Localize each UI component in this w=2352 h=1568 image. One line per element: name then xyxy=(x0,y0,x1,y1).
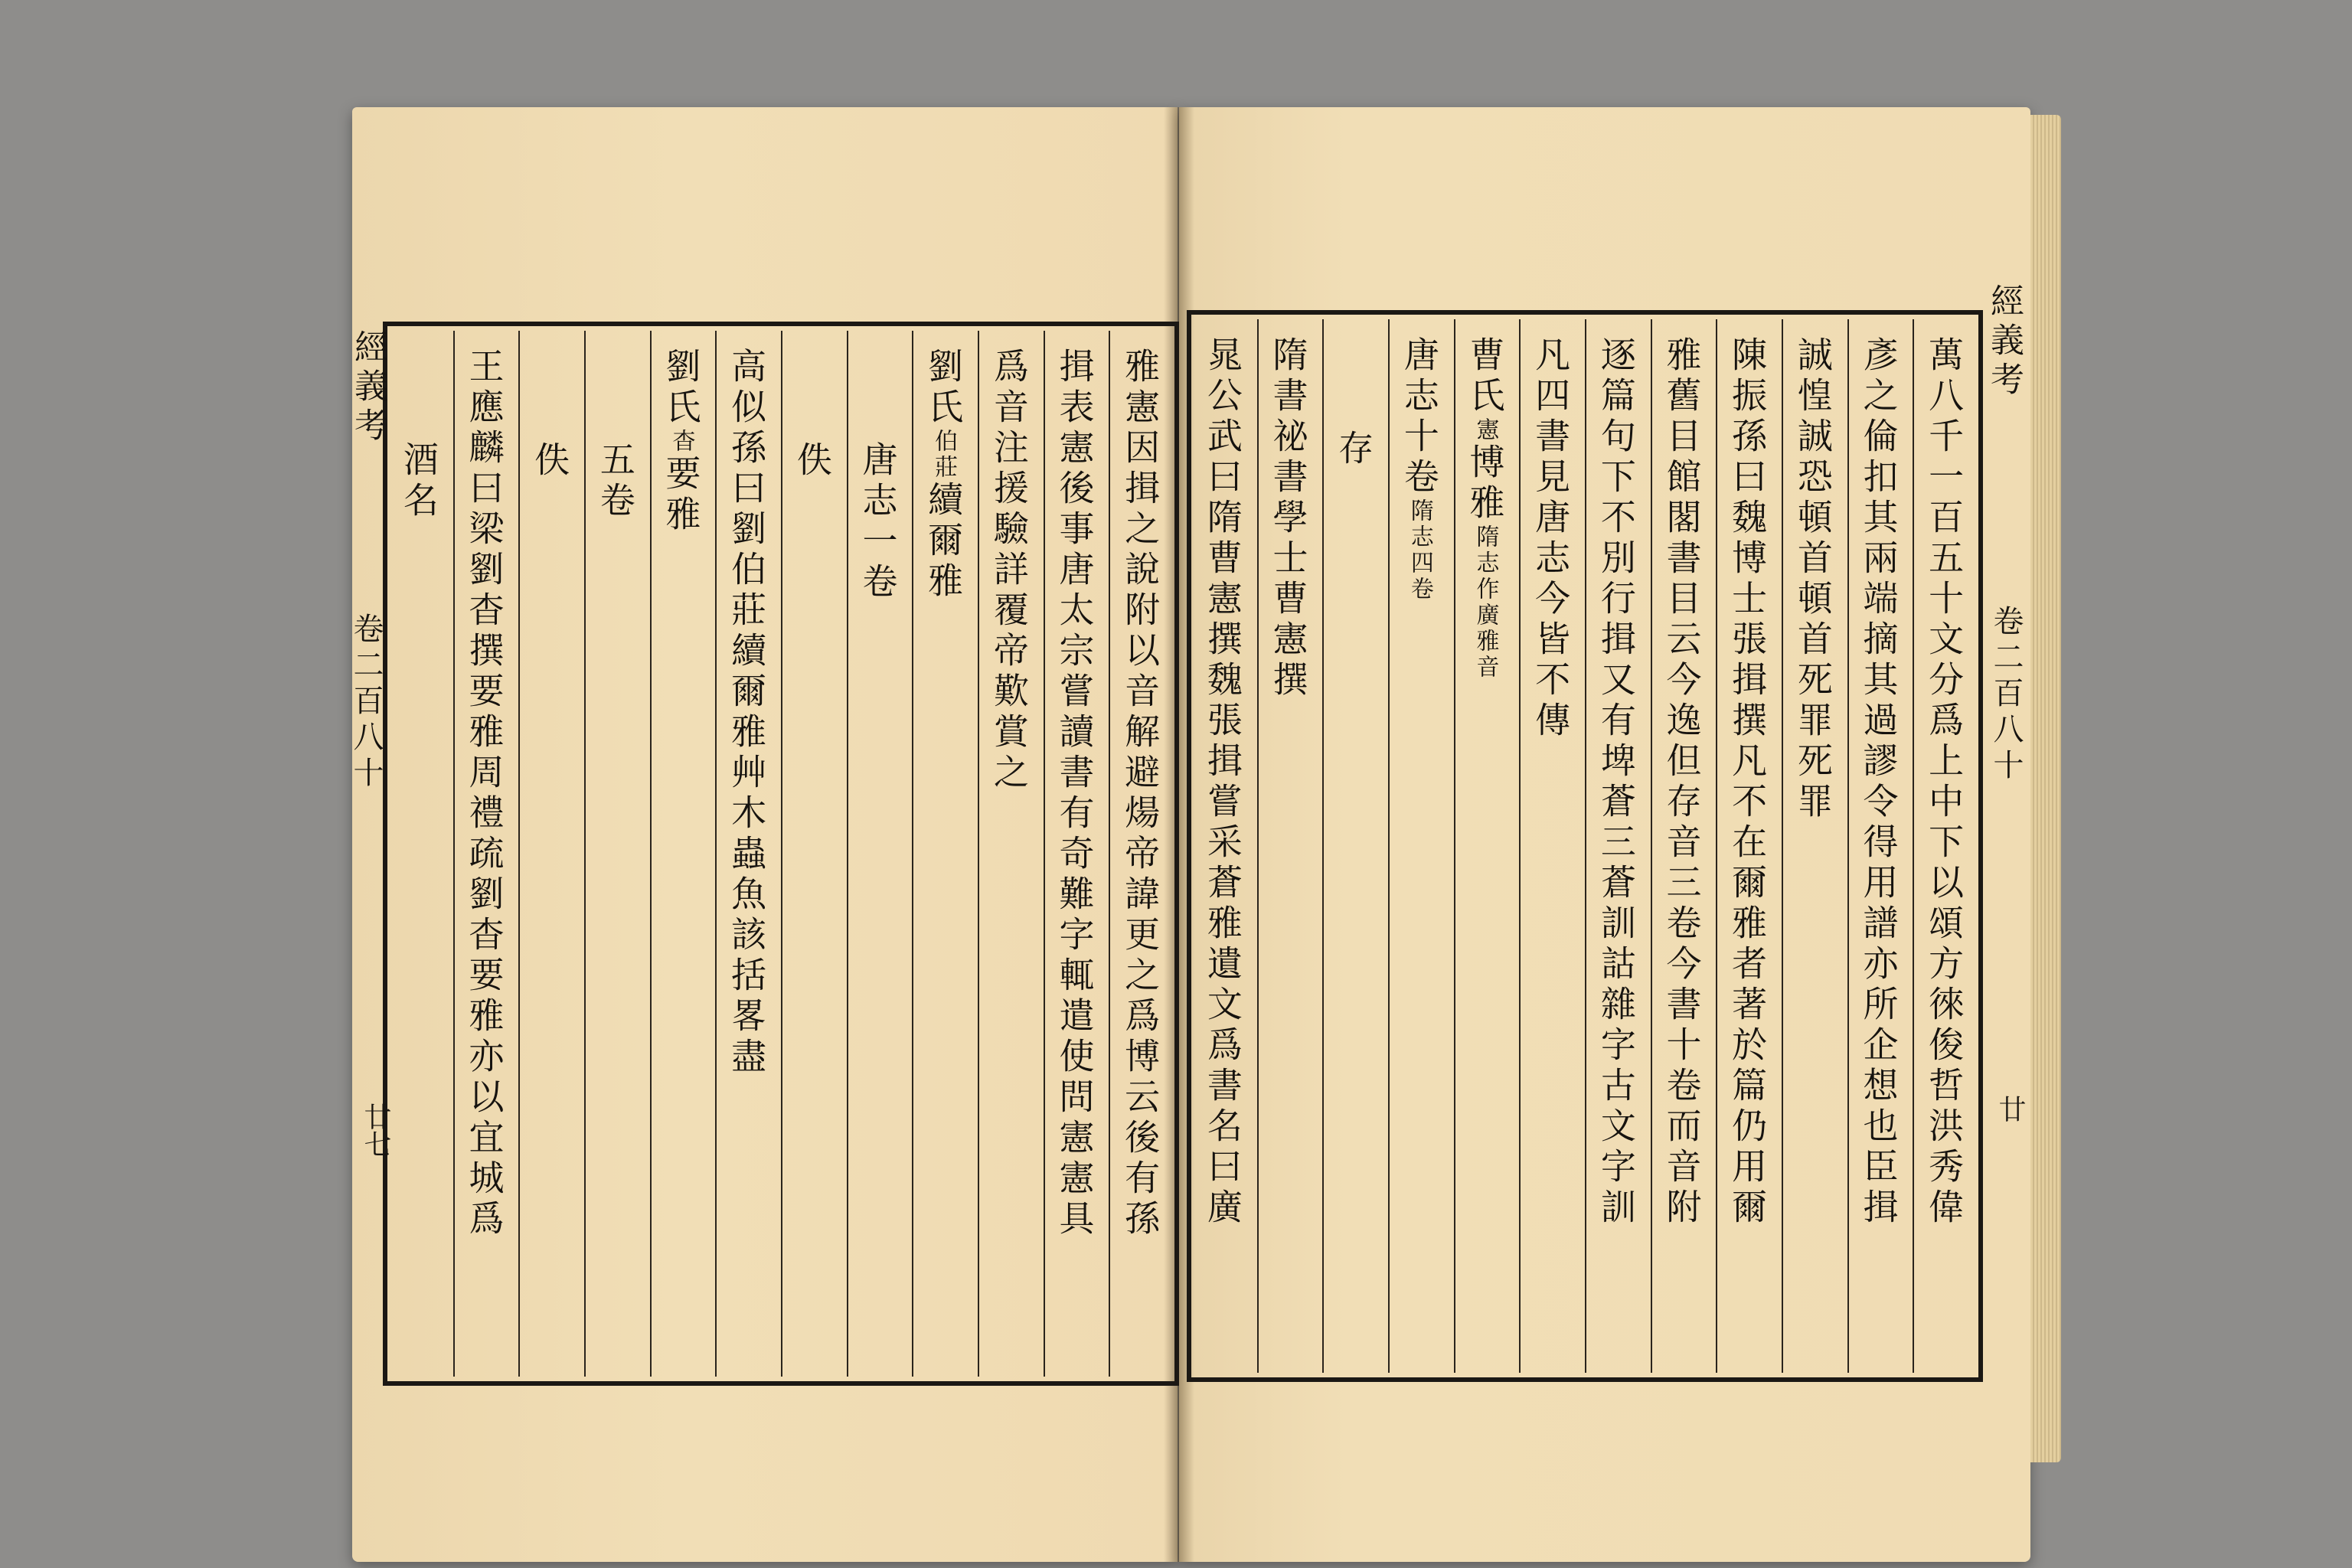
main-text: 揖表憲後事唐太宗嘗讀書有奇難字輒遣使問憲憲具 xyxy=(1054,348,1096,1240)
left-margin-title: 經義考 xyxy=(348,329,387,446)
text-column xyxy=(463,348,505,1240)
text-column xyxy=(1792,336,1834,823)
column-rule xyxy=(650,331,652,1377)
column-rule xyxy=(1585,319,1586,1373)
text-column xyxy=(923,348,965,603)
main-text: 彥之倫扣其兩端摘其過謬令得用譜亦所企想也臣揖 xyxy=(1857,336,1900,1229)
main-text: 要雅 xyxy=(660,455,702,536)
annotation-text: 杳 xyxy=(668,429,695,455)
main-text: 佚 xyxy=(529,441,571,482)
text-column xyxy=(857,441,899,603)
column-rule xyxy=(1109,331,1110,1377)
column-rule xyxy=(715,331,717,1377)
text-column xyxy=(1595,336,1637,1229)
main-text: 凡四書見唐志今皆不傳 xyxy=(1530,336,1572,742)
annotation-text: 憲 xyxy=(1472,417,1499,443)
text-column xyxy=(1923,336,1965,1229)
main-text: 續爾雅 xyxy=(923,481,965,603)
text-column xyxy=(1267,336,1309,701)
main-text: 陳振孫曰魏博士張揖撰凡不在爾雅者著於篇仍用爾 xyxy=(1726,336,1769,1229)
main-text: 高似孫曰劉伯莊續爾雅艸木蟲魚該括畧盡 xyxy=(726,348,768,1078)
text-column xyxy=(1201,336,1243,1229)
main-text: 博雅 xyxy=(1464,443,1506,524)
main-text: 劉氏 xyxy=(660,348,702,429)
column-rule xyxy=(1322,319,1324,1373)
right-margin-title: 經義考 xyxy=(1984,283,2024,400)
column-rule xyxy=(912,331,913,1377)
main-text: 唐志十卷 xyxy=(1398,336,1440,498)
column-rule xyxy=(1913,319,1914,1373)
main-text: 誠惶誠恐頓首頓首死罪死罪 xyxy=(1792,336,1834,823)
right-folio: 廿 xyxy=(1994,1095,2026,1122)
text-column xyxy=(1661,336,1703,1229)
main-text: 晁公武曰隋曹憲撰魏張揖嘗采蒼雅遺文爲書名曰廣 xyxy=(1201,336,1243,1229)
text-column xyxy=(1398,336,1440,603)
text-column xyxy=(791,441,833,482)
text-column xyxy=(988,348,1030,794)
column-rule xyxy=(1651,319,1652,1373)
main-text: 隋書祕書學士曹憲撰 xyxy=(1267,336,1309,701)
main-text: 萬八千一百五十文分爲上中下以頌方徠俊哲洪秀偉 xyxy=(1923,336,1965,1229)
column-rule xyxy=(978,331,979,1377)
text-column xyxy=(529,441,571,482)
main-text: 雅舊目館閣書目云今逸但存音三卷今書十卷而音附 xyxy=(1661,336,1703,1229)
text-column xyxy=(1054,348,1096,1240)
annotation-text: 伯莊 xyxy=(930,429,958,481)
page-edges xyxy=(2030,115,2061,1462)
text-column xyxy=(726,348,768,1078)
column-rule xyxy=(1847,319,1849,1373)
text-column xyxy=(397,441,439,522)
main-text: 王應麟曰梁劉杳撰要雅周禮疏劉杳要雅亦以宜城爲 xyxy=(463,348,505,1240)
text-column xyxy=(1333,430,1375,470)
main-text: 五卷 xyxy=(594,441,636,522)
text-column xyxy=(594,441,636,522)
column-rule xyxy=(1454,319,1455,1373)
text-column xyxy=(1119,348,1161,1240)
column-rule xyxy=(1716,319,1717,1373)
main-text: 曹氏 xyxy=(1464,336,1506,417)
text-column xyxy=(1464,336,1506,681)
annotation-text: 隋志作廣雅音 xyxy=(1472,524,1499,681)
main-text: 逐篇句下不別行揖又有埤蒼三蒼訓詁雜字古文字訓 xyxy=(1595,336,1637,1229)
main-text: 存 xyxy=(1333,430,1375,470)
main-text: 酒名 xyxy=(397,441,439,522)
column-rule xyxy=(1044,331,1045,1377)
right-margin-volume: 卷二百八十 xyxy=(1988,605,2024,785)
column-rule xyxy=(847,331,848,1377)
text-column xyxy=(1726,336,1769,1229)
main-text: 佚 xyxy=(791,441,833,482)
column-rule xyxy=(1388,319,1390,1373)
text-column xyxy=(1530,336,1572,742)
main-text: 雅憲因揖之說附以音解避煬帝諱更之爲博云後有孫 xyxy=(1119,348,1161,1240)
column-rule xyxy=(1519,319,1521,1373)
main-text: 爲音注援驗詳覆帝歎賞之 xyxy=(988,348,1030,794)
column-rule xyxy=(1257,319,1259,1373)
column-rule xyxy=(453,331,455,1377)
annotation-text: 隋志四卷 xyxy=(1406,498,1433,603)
column-rule xyxy=(518,331,520,1377)
main-text: 劉氏 xyxy=(923,348,965,429)
column-rule xyxy=(1782,319,1783,1373)
column-rule xyxy=(781,331,782,1377)
column-rule xyxy=(584,331,586,1377)
text-column xyxy=(1857,336,1900,1229)
text-column xyxy=(660,348,702,536)
left-margin-volume: 卷二百八十 xyxy=(348,612,384,792)
left-folio: 廿七 xyxy=(360,1102,391,1158)
main-text: 唐志一卷 xyxy=(857,441,899,603)
